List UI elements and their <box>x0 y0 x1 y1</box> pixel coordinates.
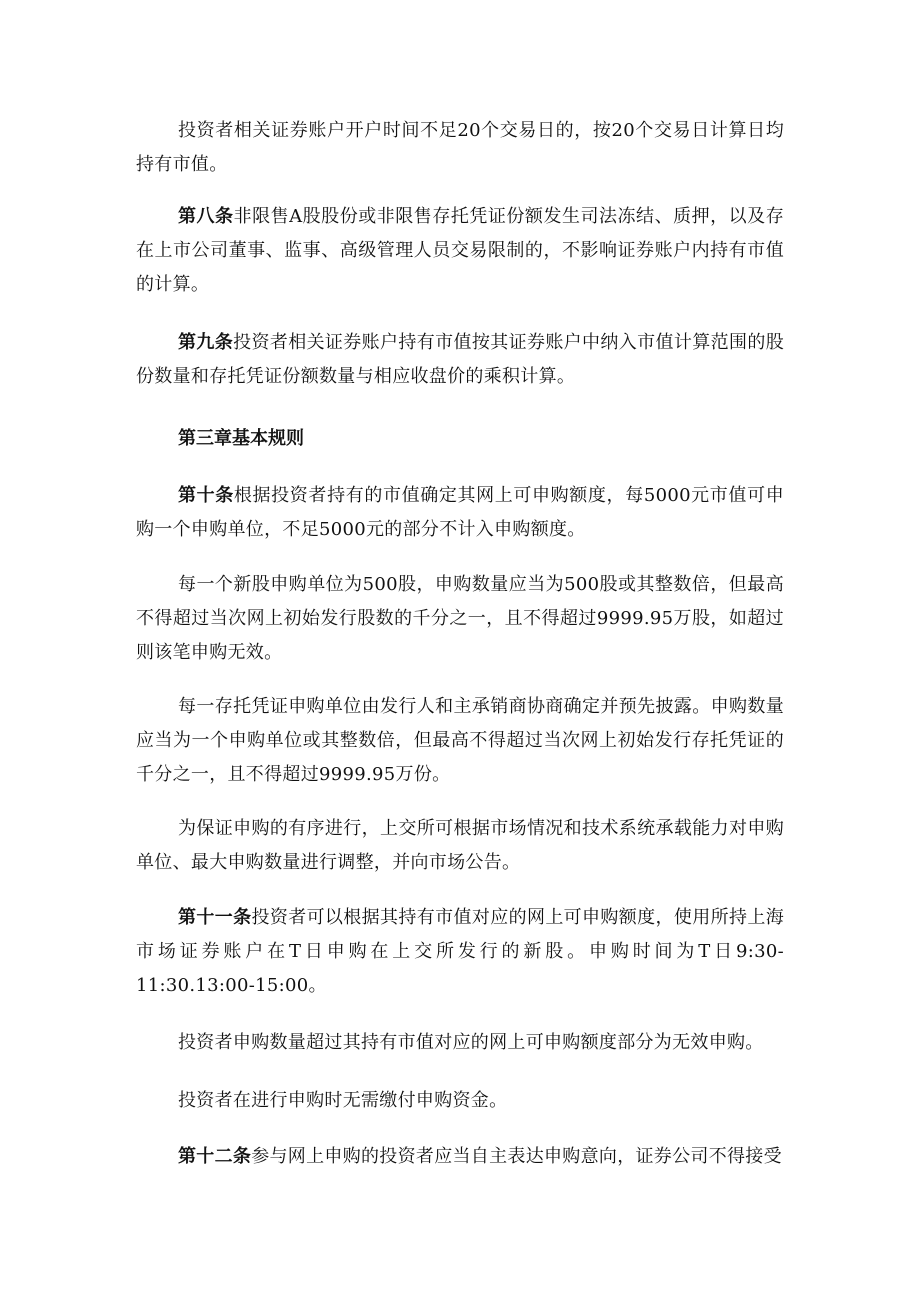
article-8-number: 第八条 <box>178 206 234 227</box>
paragraph-depositary-unit <box>136 690 784 792</box>
paragraph-invalid-subscription-text: 投资者申购数量超过其持有市值对应的网上可申购额度部分为无效申购。 <box>178 1032 764 1053</box>
paragraph-1 <box>136 114 784 182</box>
article-10-text: 根据投资者持有的市值确定其网上可申购额度，每5000元市值可申购一个申购单位，不足5000元的部分不计入申购额度。 <box>136 485 784 540</box>
article-11-number: 第十一条 <box>178 907 252 928</box>
article-9-text: 投资者相关证券账户持有市值按其证券账户中纳入市值计算范围的股份数量和存托凭证份额数量与相应收盘价的乘积计算。 <box>136 332 785 387</box>
article-11-text: 投资者可以根据其持有市值对应的网上可申购额度，使用所持上海市场证券账户在T日申购在上交所发行的新股。申购时间为T日9:30-11:30.13:00-15:00。 <box>136 907 784 996</box>
article-12-number: 第十二条 <box>178 1146 252 1167</box>
paragraph-no-payment-text: 投资者在进行申购时无需缴付申购资金。 <box>178 1090 508 1111</box>
chapter-3-heading: 第三章基本规则 <box>178 428 304 449</box>
article-11 <box>136 901 784 1003</box>
article-8-text: 非限售A股股份或非限售存托凭证份额发生司法冻结、质押，以及存在上市公司董事、监事、高级管理人员交易限制的，不影响证券账户内持有市值的计算。 <box>136 206 785 295</box>
paragraph-adjustment <box>136 812 784 880</box>
paragraph-share-unit <box>136 568 784 670</box>
article-10-number: 第十条 <box>178 485 234 506</box>
article-9 <box>136 326 784 394</box>
article-9-number: 第九条 <box>178 332 234 353</box>
article-12 <box>136 1140 784 1174</box>
paragraph-adjustment-text: 为保证申购的有序进行，上交所可根据市场情况和技术系统承载能力对申购单位、最大申购数量进行调整，并向市场公告。 <box>136 818 784 873</box>
article-8 <box>136 200 784 302</box>
paragraph-1-text: 投资者相关证券账户开户时间不足20个交易日的，按20个交易日计算日均持有市值。 <box>136 120 784 175</box>
paragraph-share-unit-text: 每一个新股申购单位为500股，申购数量应当为500股或其整数倍，但最高不得超过当次网上初始发行股数的千分之一，且不得超过9999.95万股，如超过则该笔申购无效。 <box>136 574 784 663</box>
paragraph-invalid-subscription <box>136 1026 784 1060</box>
paragraph-no-payment <box>136 1084 784 1118</box>
article-12-text: 参与网上申购的投资者应当自主表达申购意向，证券公司不得接受 <box>251 1146 782 1167</box>
paragraph-depositary-unit-text: 每一存托凭证申购单位由发行人和主承销商协商确定并预先披露。申购数量应当为一个申购单位或其整数倍，但最高不得超过当次网上初始发行存托凭证的千分之一，且不得超过9999.95万份。 <box>136 696 784 785</box>
article-10 <box>136 479 784 547</box>
